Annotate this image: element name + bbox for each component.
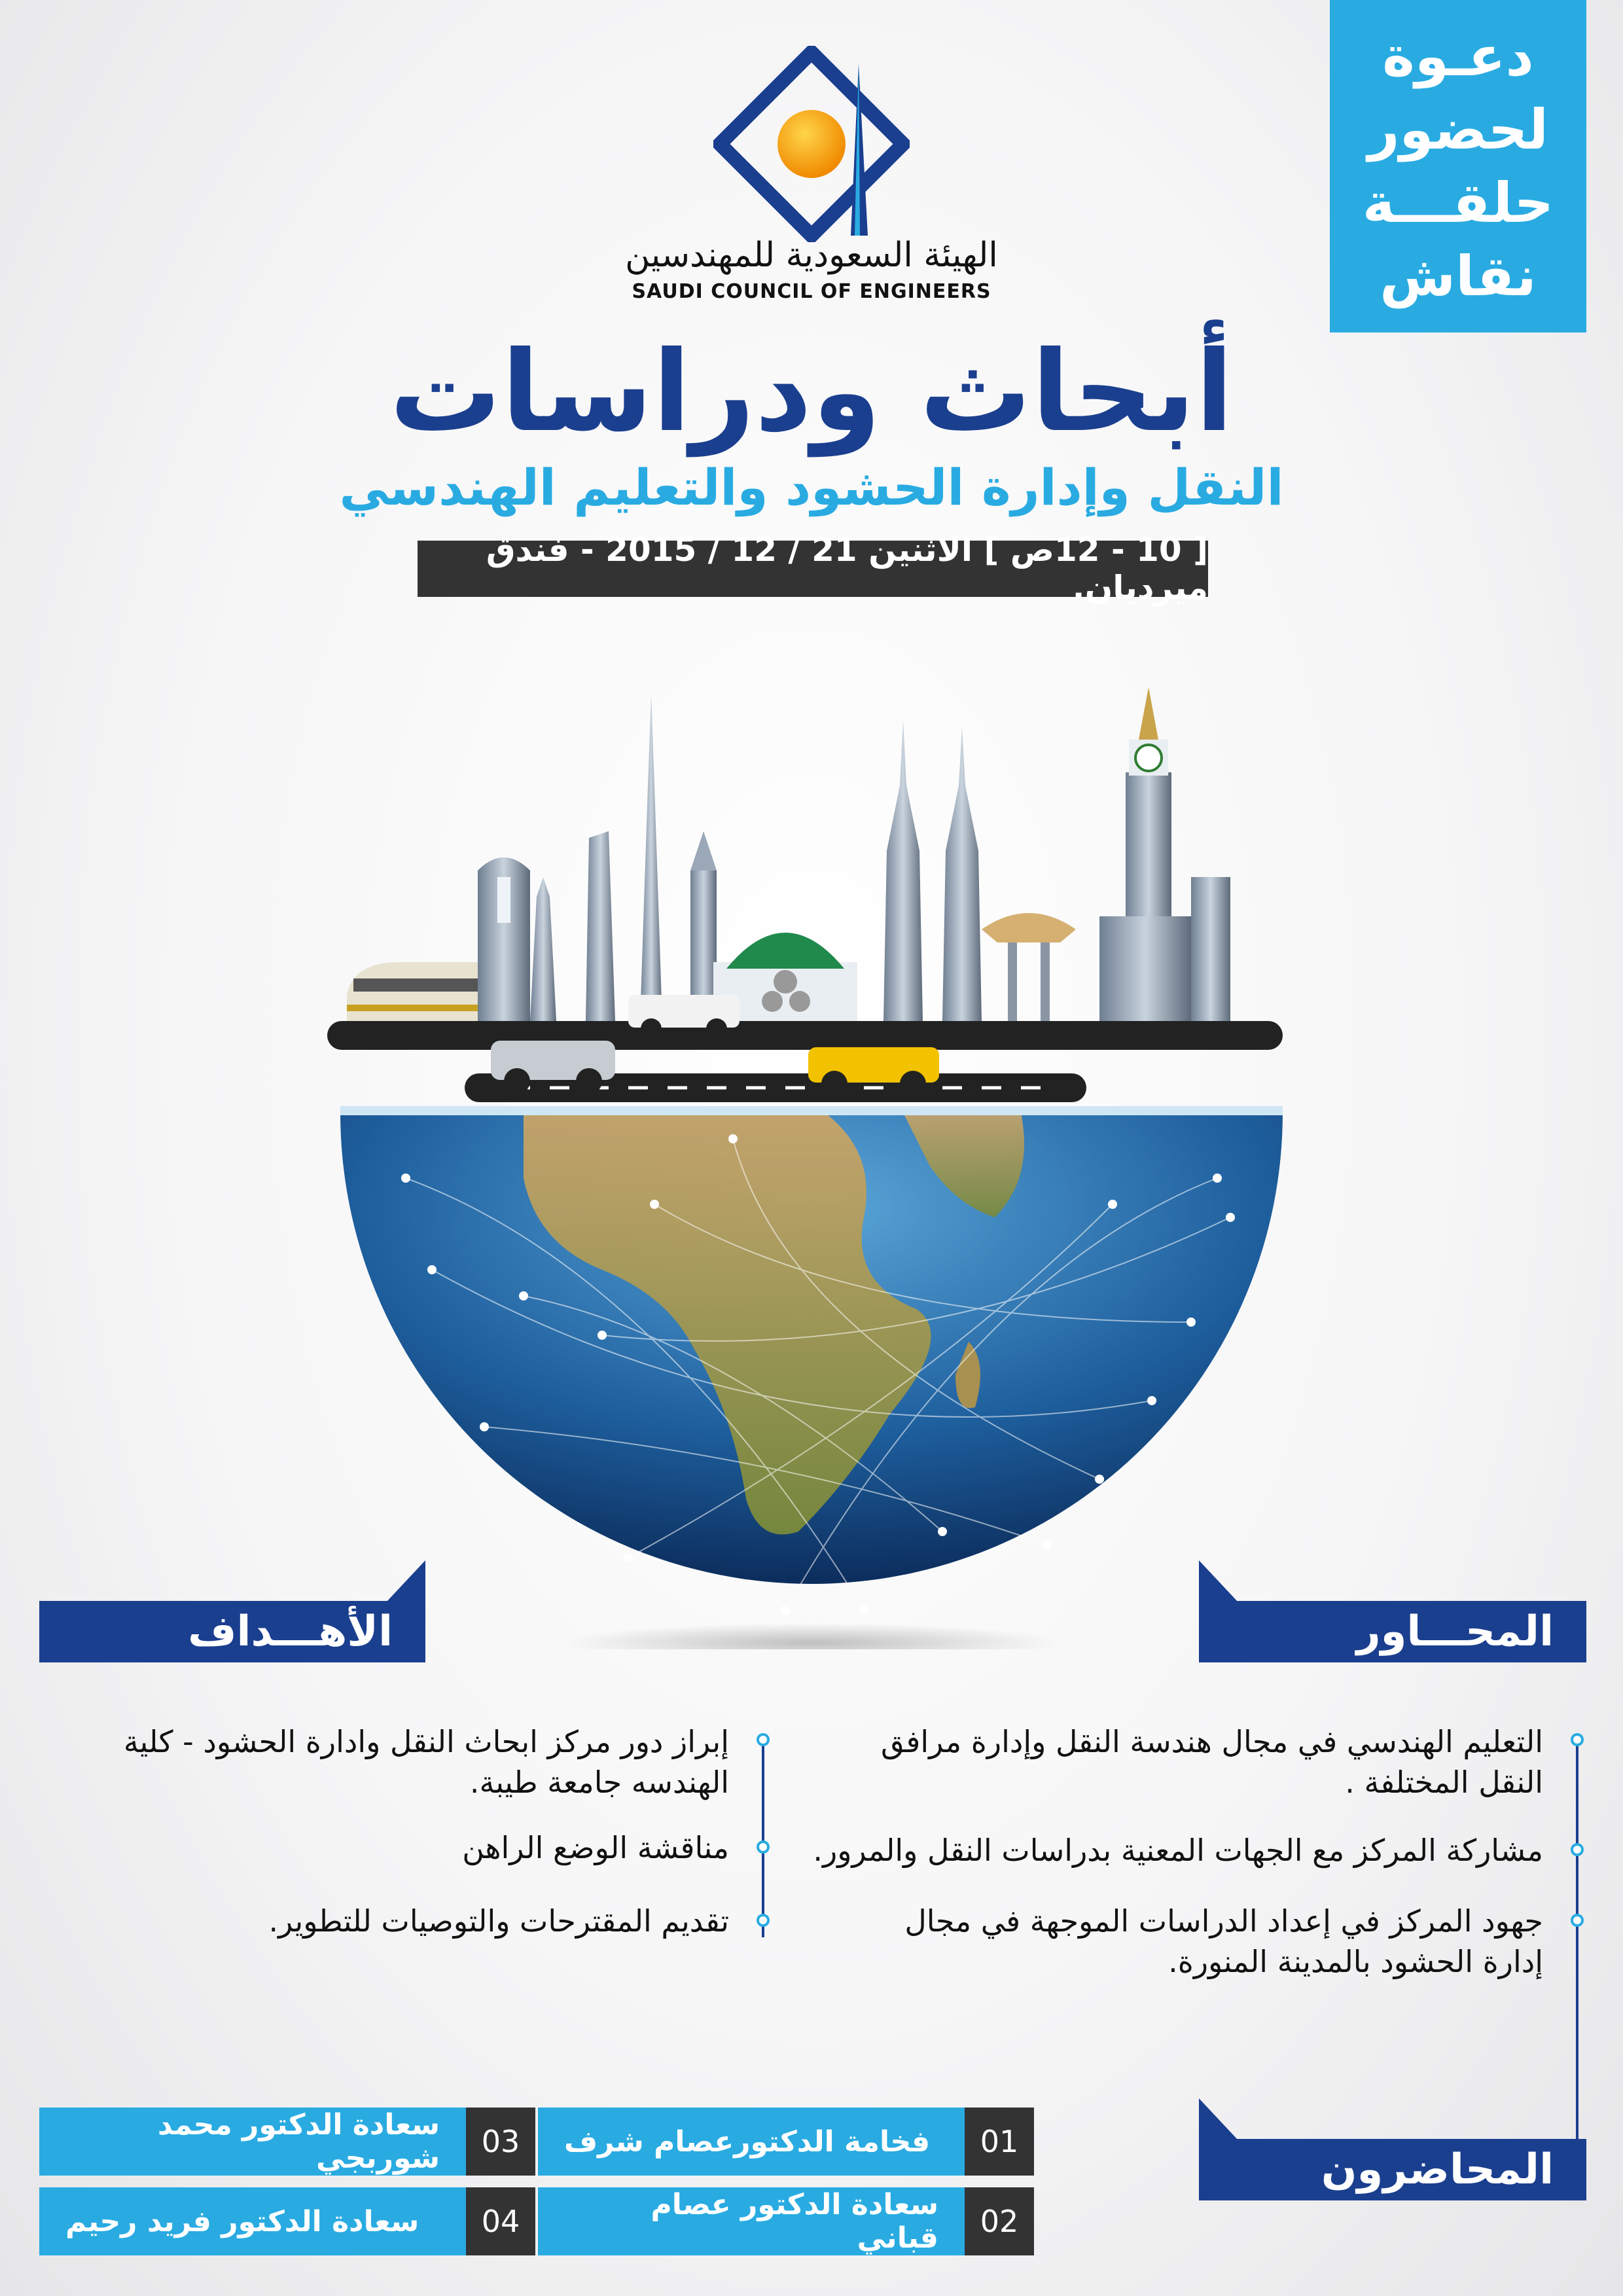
invitation-line-3: حلقـــة — [1362, 171, 1554, 235]
globe-skyline-illustration — [327, 681, 1296, 1649]
main-title: أبحاث ودراسات — [389, 327, 1234, 457]
logo-name-arabic: الهيئة السعودية للمهندسين — [625, 236, 998, 275]
speaker-number-3: 03 — [466, 2108, 535, 2176]
ahdaf-heading: الأهـــداف — [39, 1601, 425, 1662]
ahdaf-item-1: إبراز دور مركز ابحاث النقل وادارة الحشود - كلية الهندسه جامعة طيبة. — [123, 1724, 729, 1800]
ahdaf-bullet-1 — [757, 1733, 770, 1746]
invitation-box — [1330, 0, 1586, 332]
ahdaf-item-3: تقديم المقترحات والتوصيات للتطوير. — [268, 1903, 729, 1939]
mahawer-timeline — [1576, 1741, 1578, 2186]
mahawer-header-flap — [1199, 1560, 1238, 1602]
speaker-name-1: فخامة الدكتورعصام شرف — [538, 2108, 965, 2176]
invitation-line-2: لحضور — [1368, 98, 1548, 162]
speaker-number-1: 01 — [965, 2108, 1034, 2176]
invitation-line-4: نقاش — [1380, 244, 1537, 308]
logo-name-english: SAUDI COUNCIL OF ENGINEERS — [632, 280, 991, 303]
mahawer-item-1: التعليم الهندسي في مجال هندسة النقل وإدارة مرافق النقل المختلفة . — [881, 1724, 1543, 1800]
mahawer-item-3: جهود المركز في إعداد الدراسات الموجهة في مجال إدارة الحشود بالمدينة المنورة. — [904, 1903, 1543, 1979]
speakers-heading: المحاضرون — [1199, 2139, 1586, 2200]
speakers-header-flap — [1199, 2098, 1238, 2140]
speaker-number-4: 04 — [466, 2187, 535, 2255]
mahawer-bullet-2 — [1571, 1843, 1584, 1856]
ahdaf-bullet-3 — [757, 1914, 770, 1927]
mahawer-bullet-1 — [1571, 1733, 1584, 1746]
speaker-name-4: سعادة الدكتور فريد رحيم — [39, 2187, 466, 2255]
date-location-bar: [ 10 - 12ص ] الاثنين 21 / 12 / 2015 - فندق ميرديان. — [418, 541, 1208, 597]
ahdaf-timeline — [762, 1741, 764, 1937]
ahdaf-bullet-2 — [757, 1840, 770, 1854]
ahdaf-header-flap — [386, 1560, 425, 1602]
mahawer-bullet-3 — [1571, 1914, 1584, 1927]
council-logo-icon — [713, 46, 910, 242]
subtitle: النقل وإدارة الحشود والتعليم الهندسي — [339, 458, 1284, 516]
mahawer-heading: المحـــاور — [1199, 1601, 1586, 1662]
speaker-number-2: 02 — [965, 2187, 1034, 2255]
speaker-name-3: سعادة الدكتور محمد شوربجي — [39, 2108, 466, 2176]
speaker-name-2: سعادة الدكتور عصام قباني — [538, 2187, 965, 2255]
ahdaf-item-2: مناقشة الوضع الراهن — [462, 1830, 729, 1865]
invitation-line-1: دعـوة — [1382, 24, 1534, 88]
mahawer-item-2: مشاركة المركز مع الجهات المعنية بدراسات النقل والمرور. — [813, 1833, 1543, 1868]
